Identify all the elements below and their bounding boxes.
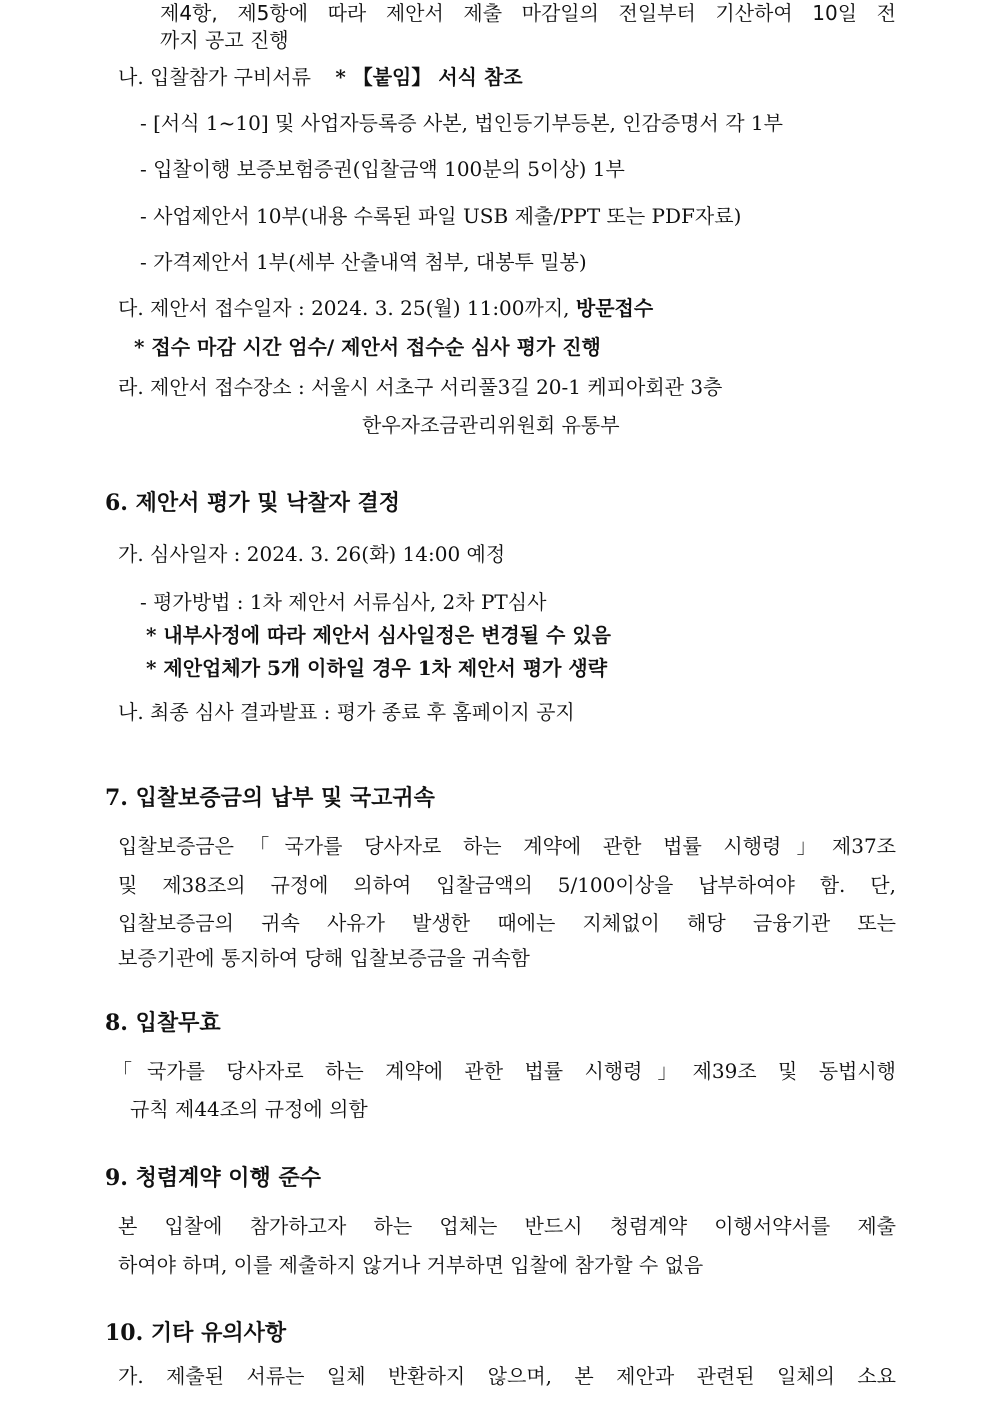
evaluation-note: * 내부사정에 따라 제안서 심사일정은 변경될 수 있음: [146, 623, 611, 647]
required-doc-item: - 사업제안서 10부(내용 수록된 파일 USB 제출/PPT 또는 PDF자료): [140, 204, 742, 228]
section-6-title: 6. 제안서 평가 및 낙찰자 결정: [105, 490, 401, 516]
section-9-paragraph-line: 본 입찰에 참가하고자 하는 업체는 반드시 청렴계약 이행서약서를 제출: [118, 1214, 896, 1238]
section-7-title: 7. 입찰보증금의 납부 및 국고귀속: [105, 785, 435, 811]
deadline-note: * 접수 마감 시간 엄수/ 제안서 접수순 심사 평가 진행: [134, 335, 601, 359]
section-9-paragraph-line: 하여야 하며, 이를 제출하지 않거나 거부하면 입찰에 참가할 수 없음: [118, 1253, 704, 1277]
required-docs-note: * 【붙임】 서식 참조: [335, 65, 523, 89]
section-7-paragraph-line: 입찰보증금은「국가를 당사자로 하는 계약에 관한 법률 시행령」제37조: [118, 834, 896, 858]
visit-submission-emphasis: 방문접수: [575, 296, 654, 320]
result-announcement: 나. 최종 심사 결과발표 : 평가 종료 후 홈페이지 공지: [118, 700, 575, 724]
section-10-item-ga: 가. 제출된 서류는 일체 반환하지 않으며, 본 제안과 관련된 일체의 소요: [118, 1364, 896, 1388]
required-doc-item: - 가격제안서 1부(세부 산출내역 첨부, 대봉투 밀봉): [140, 250, 587, 274]
section-8-paragraph-line: 규칙 제44조의 규정에 의함: [130, 1097, 368, 1121]
review-date: 가. 심사일자 : 2024. 3. 26(화) 14:00 예정: [118, 542, 506, 566]
section-10-title: 10. 기타 유의사항: [105, 1320, 287, 1346]
submission-date-text: 다. 제안서 접수일자 : 2024. 3. 25(월) 11:00까지,: [118, 296, 570, 320]
section-7-paragraph-line: 보증기관에 통지하여 당해 입찰보증금을 귀속함: [118, 946, 530, 970]
evaluation-method: - 평가방법 : 1차 제안서 서류심사, 2차 PT심사: [140, 590, 547, 614]
section-9-title: 9. 청렴계약 이행 준수: [105, 1165, 321, 1191]
section-8-title: 8. 입찰무효: [105, 1010, 221, 1036]
submission-date: [118, 295, 653, 321]
required-doc-item: - 입찰이행 보증보험증권(입찰금액 100분의 5이상) 1부: [140, 157, 625, 181]
intro-line-1: 제4항, 제5항에 따라 제안서 제출 마감일의 전일부터 기산하여 10일 전: [160, 1, 896, 25]
section-7-paragraph-line: 입찰보증금의 귀속 사유가 발생한 때에는 지체없이 해당 금융기관 또는: [118, 911, 896, 935]
section-8-paragraph-line: 「국가를 당사자로 하는 계약에 관한 법률 시행령」제39조 및 동법시행: [112, 1059, 896, 1083]
required-docs-heading: 나. 입찰참가 구비서류: [118, 65, 311, 89]
evaluation-note: * 제안업체가 5개 이하일 경우 1차 제안서 평가 생략: [146, 656, 608, 680]
submission-place: 라. 제안서 접수장소 : 서울시 서초구 서리풀3길 20-1 케피아회관 3층: [118, 375, 723, 399]
required-doc-item: - [서식 1~10] 및 사업자등록증 사본, 법인등기부등본, 인감증명서 각 1부: [140, 111, 783, 135]
section-7-paragraph-line: 및 제38조의 규정에 의하여 입찰금액의 5/100이상을 납부하여야 함. 단,: [118, 873, 896, 897]
intro-line-2: 까지 공고 진행: [160, 28, 289, 52]
required-docs-label: [118, 64, 523, 90]
submission-place-dept: 한우자조금관리위원회 유통부: [362, 413, 620, 437]
